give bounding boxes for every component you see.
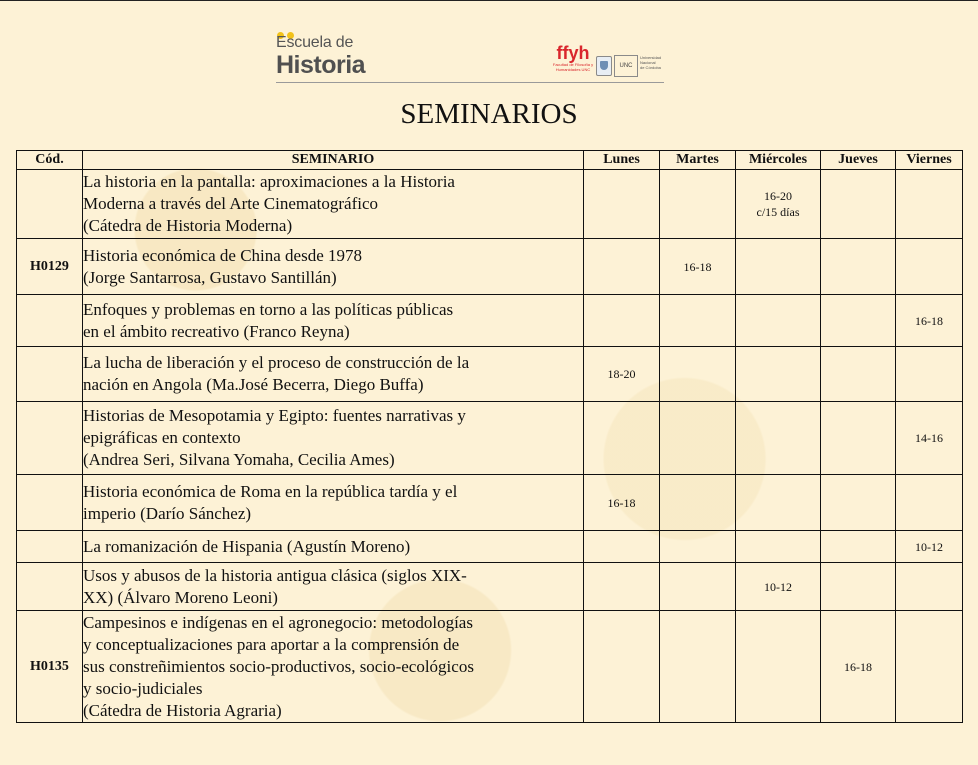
seminar-line: sus constreñimientos socio-productivos, socio-ecológicos [83, 656, 474, 676]
seminar-line: Historias de Mesopotamia y Egipto: fuentes narrativas y [83, 406, 466, 425]
martes-cell [660, 563, 736, 611]
column-header-code: Cód. [17, 151, 83, 170]
miercoles-cell [736, 239, 821, 295]
code-cell: H0135 [17, 611, 83, 723]
seminar-line: imperio (Darío Sánchez) [83, 503, 252, 523]
lunes-cell [584, 531, 660, 563]
table-row [17, 475, 963, 531]
code-cell [17, 563, 83, 611]
seminar-schedule-table [16, 150, 963, 723]
seminar-line: La romanización de Hispania (Agustín Moreno) [83, 536, 411, 556]
seminar-cell [83, 239, 584, 295]
seminar-line: en el ámbito recreativo (Franco Reyna) [83, 321, 350, 341]
miercoles-cell [736, 295, 821, 347]
seminar-line: La lucha de liberación y el proceso de construcción de la [83, 353, 470, 372]
jueves-cell [821, 402, 896, 475]
viernes-cell: 10-12 [896, 531, 963, 563]
miercoles-cell: 10-12 [736, 563, 821, 611]
table-row [17, 531, 963, 563]
column-header-martes: Martes [660, 151, 736, 170]
lunes-cell [584, 611, 660, 723]
lunes-cell [584, 295, 660, 347]
jueves-cell [821, 239, 896, 295]
miercoles-cell [736, 347, 821, 402]
miercoles-cell [736, 531, 821, 563]
viernes-cell [896, 170, 963, 239]
seminar-line: Enfoques y problemas en torno a las políticas públicas [83, 299, 454, 319]
escuela-logo-small-text: Escuela de [276, 34, 354, 51]
seminar-line: XX) (Álvaro Moreno Leoni) [83, 587, 278, 607]
jueves-cell [821, 475, 896, 531]
jueves-cell [821, 347, 896, 402]
lunes-cell: 18-20 [584, 347, 660, 402]
table-row [17, 170, 963, 239]
ffyh-logo-subtitle: Facultad de Filosofía y Humanidades UNC [552, 62, 594, 72]
ffyh-logo [552, 44, 594, 72]
seminar-line: (Jorge Santarrosa, Gustavo Santillán) [83, 267, 337, 287]
lunes-cell [584, 563, 660, 611]
lunes-cell: 16-18 [584, 475, 660, 531]
unc-logo-box: UNC [614, 55, 638, 77]
viernes-cell: 16-18 [896, 295, 963, 347]
martes-cell [660, 475, 736, 531]
seminar-cell [83, 170, 584, 239]
martes-cell [660, 295, 736, 347]
escuela-logo-big-text: Historia [276, 51, 366, 79]
code-cell [17, 475, 83, 531]
seminar-cell [83, 611, 584, 723]
unc-shield-icon [596, 56, 612, 76]
lunes-cell [584, 170, 660, 239]
page-title: SEMINARIOS [400, 98, 578, 130]
seminar-line: y socio-judiciales [83, 678, 203, 698]
code-cell [17, 170, 83, 239]
code-cell: H0129 [17, 239, 83, 295]
seminar-line: Historia económica de China desde 1978 [83, 245, 363, 265]
seminar-cell [83, 475, 584, 531]
viernes-cell [896, 611, 963, 723]
table-row [17, 347, 963, 402]
ffyh-logo-mark: ffyh [556, 43, 590, 63]
martes-cell [660, 347, 736, 402]
miercoles-cell [736, 475, 821, 531]
code-cell [17, 347, 83, 402]
jueves-cell [821, 295, 896, 347]
unc-text-line: Universidad [640, 55, 662, 60]
seminar-line: Usos y abusos de la historia antigua clásica (siglos XIX- [83, 565, 467, 585]
viernes-cell [896, 563, 963, 611]
column-header-lunes: Lunes [584, 151, 660, 170]
column-header-seminario: SEMINARIO [83, 151, 584, 170]
table-row [17, 611, 963, 723]
table-header-row [17, 151, 963, 170]
seminar-line: (Cátedra de Historia Agraria) [83, 700, 282, 720]
seminar-line: y conceptualizaciones para aportar a la comprensión de [83, 634, 460, 654]
miercoles-cell [736, 402, 821, 475]
table-row [17, 295, 963, 347]
seminar-cell [83, 531, 584, 563]
table-row [17, 402, 963, 475]
table-row [17, 239, 963, 295]
code-cell [17, 295, 83, 347]
column-header-viernes: Viernes [896, 151, 963, 170]
seminar-cell [83, 563, 584, 611]
seminar-line: La historia en la pantalla: aproximaciones a la Historia [83, 172, 455, 191]
header-divider [276, 82, 664, 83]
code-cell [17, 402, 83, 475]
viernes-cell [896, 239, 963, 295]
seminar-line: (Andrea Seri, Silvana Yomaha, Cecilia Ames) [83, 450, 395, 469]
schedule-time: 16-20 [764, 189, 792, 203]
institution-header [276, 24, 664, 84]
jueves-cell [821, 170, 896, 239]
viernes-cell [896, 347, 963, 402]
jueves-cell [821, 563, 896, 611]
seminar-cell [83, 402, 584, 475]
lunes-cell [584, 402, 660, 475]
miercoles-cell [736, 611, 821, 723]
martes-cell [660, 402, 736, 475]
seminar-line: Moderna a través del Arte Cinematográfico [83, 194, 379, 213]
martes-cell [660, 531, 736, 563]
seminar-cell [83, 347, 584, 402]
seminar-line: Historia económica de Roma en la república tardía y el [83, 481, 458, 501]
seminar-line: Campesinos e indígenas en el agronegocio: metodologías [83, 612, 473, 632]
miercoles-cell [736, 170, 821, 239]
viernes-cell [896, 475, 963, 531]
schedule-frequency-note: c/15 días [756, 205, 800, 219]
viernes-cell: 14-16 [896, 402, 963, 475]
escuela-dots-icon [277, 26, 301, 34]
seminar-line: (Cátedra de Historia Moderna) [83, 216, 293, 235]
martes-cell [660, 170, 736, 239]
top-border-line [0, 0, 978, 1]
seminar-cell [83, 295, 584, 347]
seminar-line: epigráficas en contexto [83, 428, 241, 447]
code-cell [17, 531, 83, 563]
lunes-cell [584, 239, 660, 295]
martes-cell [660, 611, 736, 723]
column-header-jueves: Jueves [821, 151, 896, 170]
unc-logo-text [640, 55, 661, 70]
jueves-cell [821, 531, 896, 563]
jueves-cell: 16-18 [821, 611, 896, 723]
column-header-miercoles: Miércoles [736, 151, 821, 170]
seminar-line: nación en Angola (Ma.José Becerra, Diego Buffa) [83, 375, 424, 394]
table-row [17, 563, 963, 611]
unc-text-line: Nacional [640, 60, 656, 65]
martes-cell: 16-18 [660, 239, 736, 295]
unc-text-line: de Córdoba [640, 65, 661, 70]
